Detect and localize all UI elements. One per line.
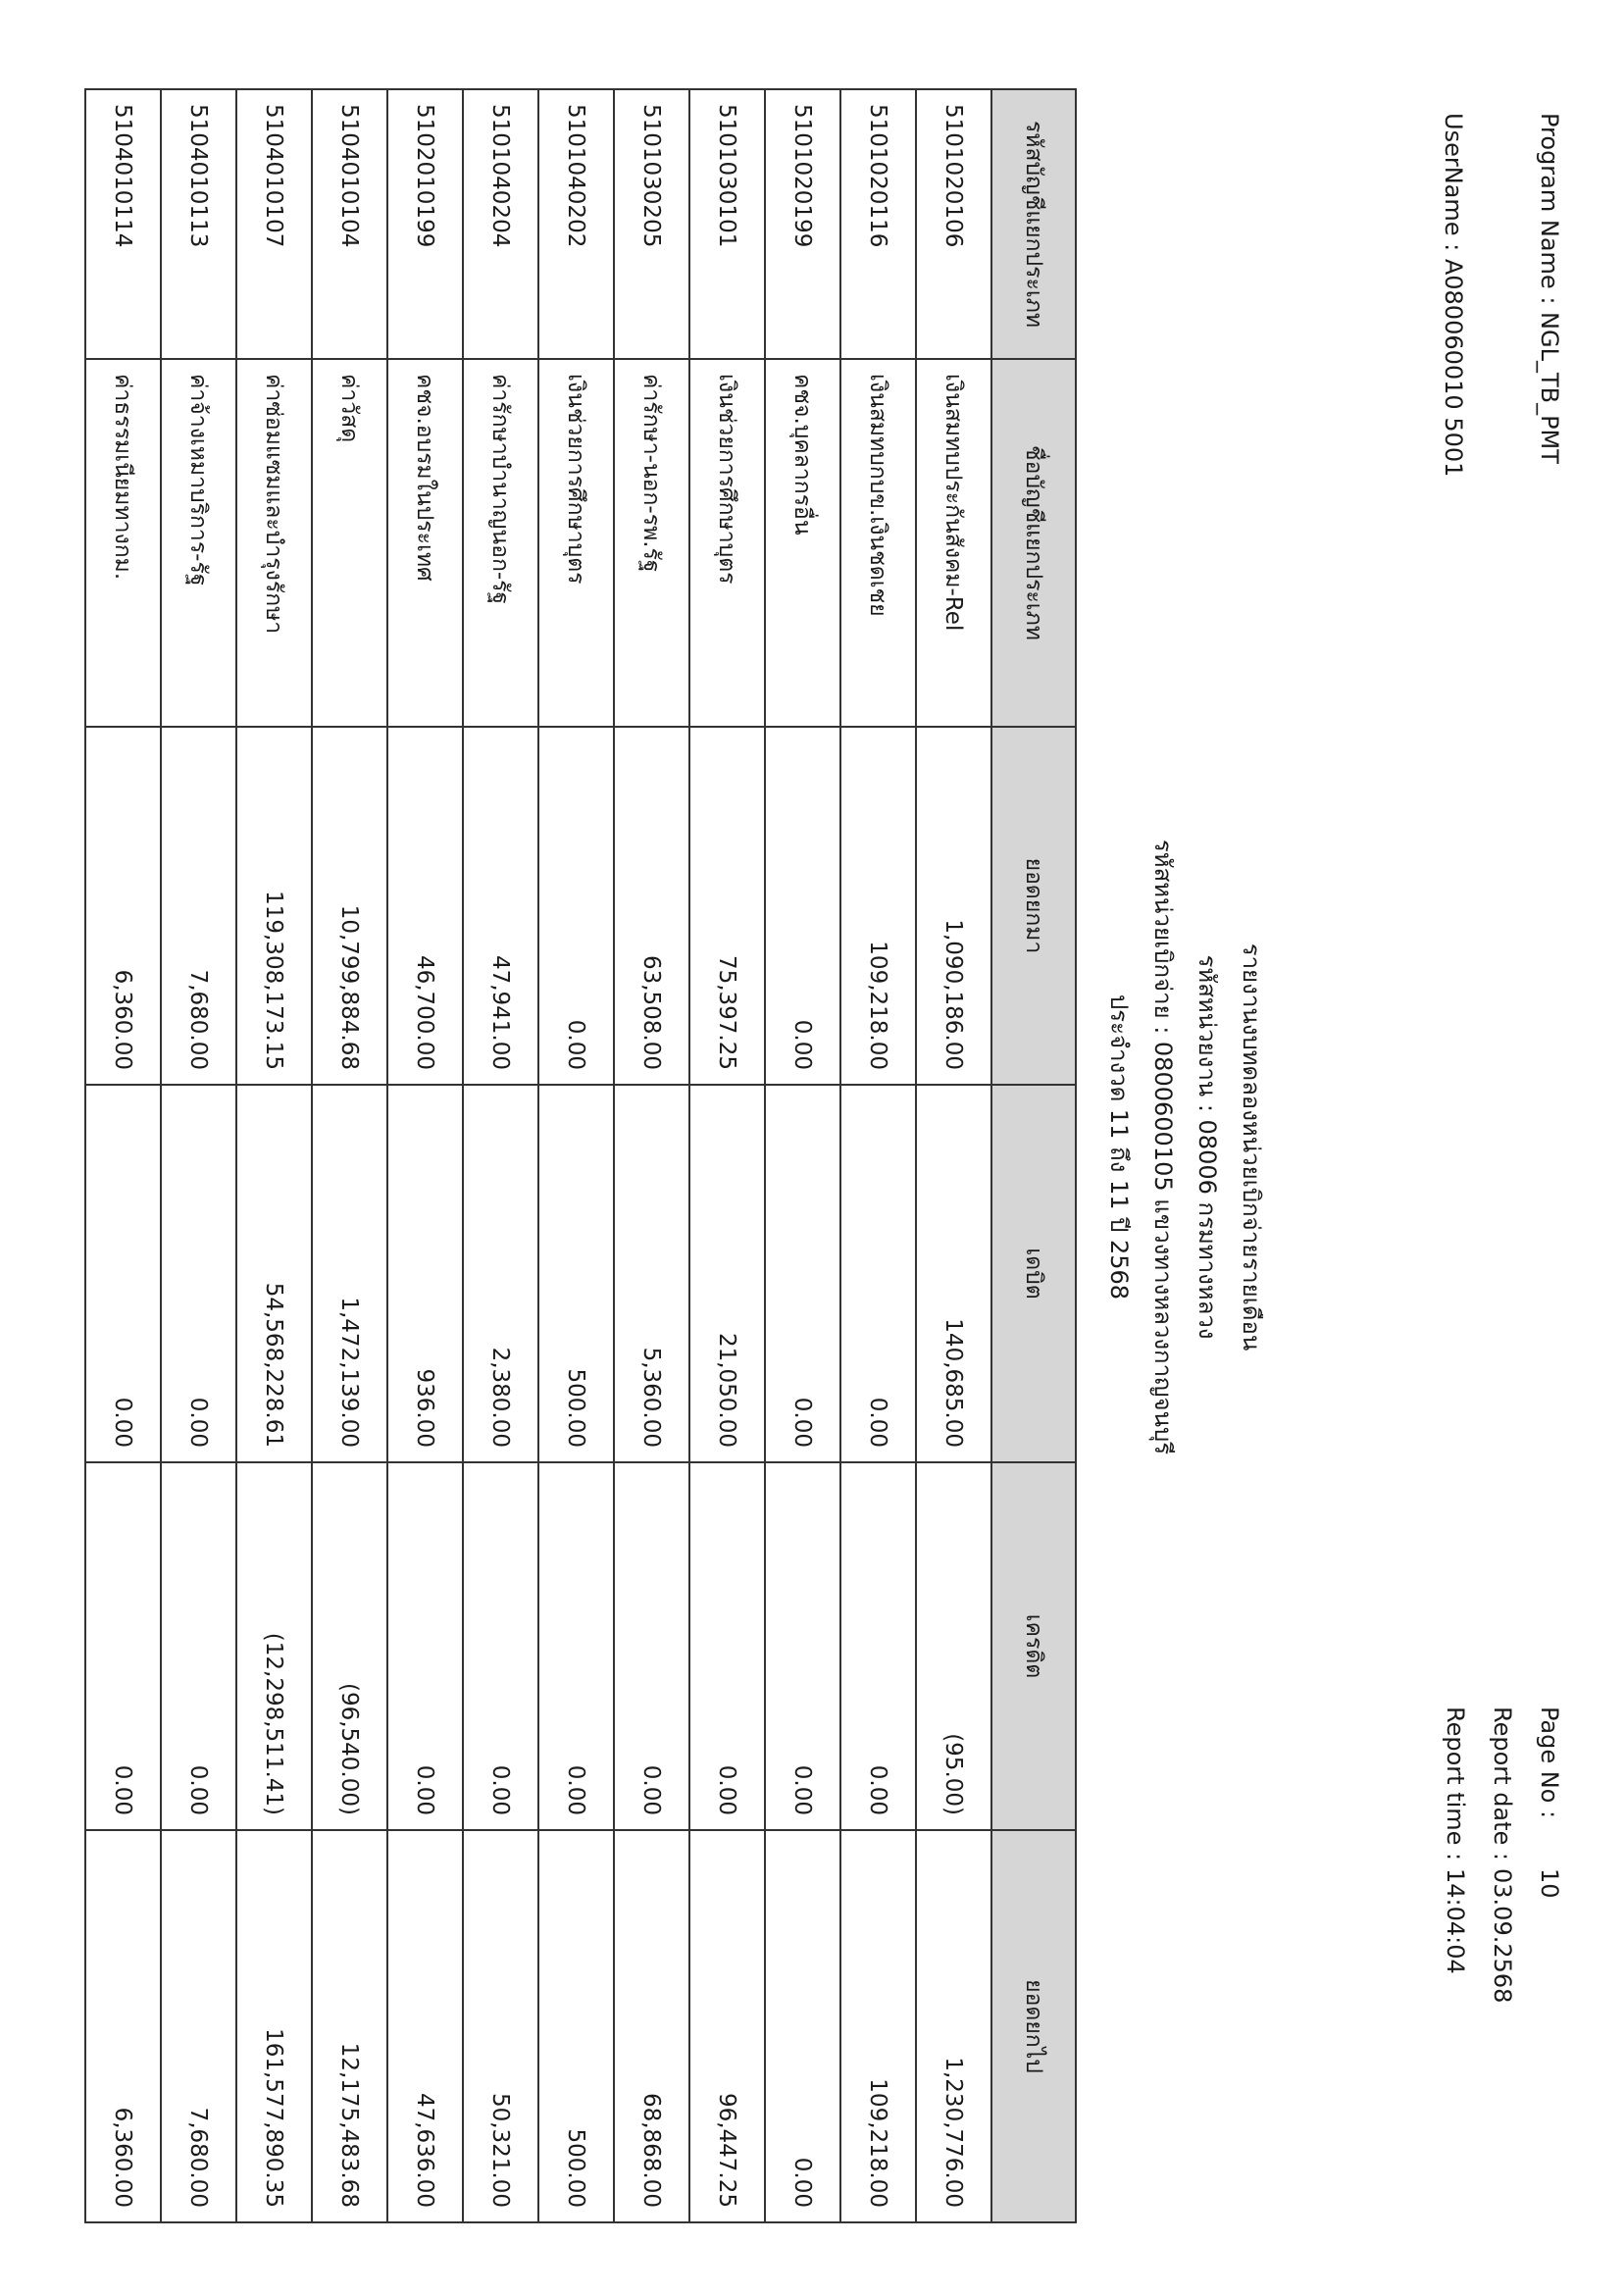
trial-balance-table bbox=[84, 88, 1077, 2223]
cell-account-code: 5104010113 bbox=[161, 89, 236, 359]
cell-account-code: 5101030101 bbox=[689, 89, 765, 359]
cell-closing-balance: 68,868.00 bbox=[614, 1830, 689, 2222]
cell-credit: (95.00) bbox=[916, 1462, 991, 1830]
cell-closing-balance: 161,577,890.35 bbox=[236, 1830, 312, 2222]
cell-credit: 0.00 bbox=[614, 1462, 689, 1830]
cell-account-code: 5101020199 bbox=[765, 89, 840, 359]
cell-account-name: คชจ.อบรมในประเทศ bbox=[387, 359, 463, 727]
cell-opening-balance: 63,508.00 bbox=[614, 727, 689, 1085]
cell-debit: 5,360.00 bbox=[614, 1085, 689, 1462]
cell-opening-balance: 75,397.25 bbox=[689, 727, 765, 1085]
cell-opening-balance: 6,360.00 bbox=[85, 727, 161, 1085]
cell-closing-balance: 7,680.00 bbox=[161, 1830, 236, 2222]
cell-debit: 140,685.00 bbox=[916, 1085, 991, 1462]
cell-closing-balance: 47,636.00 bbox=[387, 1830, 463, 2222]
cell-credit: (12,298,511.41) bbox=[236, 1462, 312, 1830]
report-time-label: Report time : bbox=[1442, 1707, 1469, 1861]
cell-debit: 500.00 bbox=[538, 1085, 614, 1462]
cell-credit: 0.00 bbox=[85, 1462, 161, 1830]
column-header-account-name: ชื่อบัญชีแยกประเภท bbox=[991, 359, 1076, 727]
cell-credit: 0.00 bbox=[161, 1462, 236, 1830]
cell-account-code: 5104010104 bbox=[312, 89, 387, 359]
page-no-label: Page No : bbox=[1536, 1707, 1563, 1819]
table-row bbox=[538, 89, 614, 2222]
report-title: รายงานงบทดลองหน่วยเบิกจ่ายรายเดือน bbox=[1238, 943, 1265, 1351]
cell-account-name: ค่ารักษาบำนาญนอก-รัฐ bbox=[463, 359, 538, 727]
cell-debit: 0.00 bbox=[840, 1085, 916, 1462]
cell-opening-balance: 46,700.00 bbox=[387, 727, 463, 1085]
cell-credit: 0.00 bbox=[689, 1462, 765, 1830]
cell-credit: 0.00 bbox=[538, 1462, 614, 1830]
cell-closing-balance: 12,175,483.68 bbox=[312, 1830, 387, 2222]
program-name: Program Name : NGL_TB_PMT bbox=[1536, 113, 1563, 464]
report-date-value: 03.09.2568 bbox=[1489, 1868, 1516, 2004]
cell-account-name: ค่าซ่อมแซมและบำรุงรักษา bbox=[236, 359, 312, 727]
cell-account-name: ค่าวัสดุ bbox=[312, 359, 387, 727]
cell-account-name: ค่าจ้างเหมาบริการ-รัฐ bbox=[161, 359, 236, 727]
column-header-credit: เครดิต bbox=[991, 1462, 1076, 1830]
cell-debit: 0.00 bbox=[161, 1085, 236, 1462]
column-header-account-code: รหัสบัญชีแยกประเภท bbox=[991, 89, 1076, 359]
table-row bbox=[161, 89, 236, 2222]
table-header-row bbox=[991, 89, 1076, 2222]
report-date-label: Report date : bbox=[1489, 1707, 1516, 1861]
table-row bbox=[916, 89, 991, 2222]
user-name: UserName : A080060010 5001 bbox=[1440, 113, 1467, 478]
cell-account-name: เงินสมทบกบข.เงินชดเชย bbox=[840, 359, 916, 727]
cell-debit: 2,380.00 bbox=[463, 1085, 538, 1462]
report-time-value: 14:04:04 bbox=[1442, 1868, 1469, 1974]
cell-account-code: 5101020106 bbox=[916, 89, 991, 359]
table-row bbox=[765, 89, 840, 2222]
table-row bbox=[236, 89, 312, 2222]
cell-account-code: 5102010199 bbox=[387, 89, 463, 359]
cell-closing-balance: 96,447.25 bbox=[689, 1830, 765, 2222]
cell-closing-balance: 50,321.00 bbox=[463, 1830, 538, 2222]
cell-debit: 1,472,139.00 bbox=[312, 1085, 387, 1462]
table-row bbox=[614, 89, 689, 2222]
cell-credit: 0.00 bbox=[463, 1462, 538, 1830]
cell-closing-balance: 109,218.00 bbox=[840, 1830, 916, 2222]
cell-credit: (96,540.00) bbox=[312, 1462, 387, 1830]
table-row bbox=[463, 89, 538, 2222]
table-row bbox=[387, 89, 463, 2222]
cell-opening-balance: 0.00 bbox=[765, 727, 840, 1085]
cell-account-name: ค่าธรรมเนียมทางกม. bbox=[85, 359, 161, 727]
cell-closing-balance: 6,360.00 bbox=[85, 1830, 161, 2222]
cell-account-code: 5101040202 bbox=[538, 89, 614, 359]
cell-credit: 0.00 bbox=[765, 1462, 840, 1830]
cell-account-code: 5104010107 bbox=[236, 89, 312, 359]
cell-opening-balance: 0.00 bbox=[538, 727, 614, 1085]
cell-closing-balance: 500.00 bbox=[538, 1830, 614, 2222]
cell-account-name: เงินช่วยการศึกษาบุตร bbox=[538, 359, 614, 727]
cell-debit: 21,050.00 bbox=[689, 1085, 765, 1462]
cell-account-name: ค่ารักษา-นอก-รพ.รัฐ bbox=[614, 359, 689, 727]
cell-closing-balance: 0.00 bbox=[765, 1830, 840, 2222]
cell-debit: 0.00 bbox=[765, 1085, 840, 1462]
cell-credit: 0.00 bbox=[387, 1462, 463, 1830]
column-header-opening-balance: ยอดยกมา bbox=[991, 727, 1076, 1085]
cell-credit: 0.00 bbox=[840, 1462, 916, 1830]
cell-debit: 54,568,228.61 bbox=[236, 1085, 312, 1462]
cell-account-code: 5104010114 bbox=[85, 89, 161, 359]
cell-opening-balance: 47,941.00 bbox=[463, 727, 538, 1085]
cell-closing-balance: 1,230,776.00 bbox=[916, 1830, 991, 2222]
cell-debit: 0.00 bbox=[85, 1085, 161, 1462]
table-row bbox=[840, 89, 916, 2222]
cell-account-name: คชจ.บุคลากรอื่น bbox=[765, 359, 840, 727]
cell-opening-balance: 119,308,173.15 bbox=[236, 727, 312, 1085]
cell-account-code: 5101020116 bbox=[840, 89, 916, 359]
page-no-value: 10 bbox=[1536, 1868, 1563, 1899]
table-row bbox=[689, 89, 765, 2222]
cell-opening-balance: 7,680.00 bbox=[161, 727, 236, 1085]
cell-debit: 936.00 bbox=[387, 1085, 463, 1462]
table-row bbox=[312, 89, 387, 2222]
agency-code: รหัสหน่วยงาน : 08006 กรมทางหลวง bbox=[1193, 954, 1221, 1340]
cell-account-name: เงินช่วยการศึกษาบุตร bbox=[689, 359, 765, 727]
report-period: ประจำงวด 11 ถึง 11 ปี 2568 bbox=[1105, 994, 1133, 1300]
cell-account-code: 5101030205 bbox=[614, 89, 689, 359]
cell-opening-balance: 10,799,884.68 bbox=[312, 727, 387, 1085]
cell-opening-balance: 1,090,186.00 bbox=[916, 727, 991, 1085]
disbursing-unit: รหัสหน่วยเบิกจ่าย : 0800600105 แขวงทางหลวงกาญจนบุรี bbox=[1149, 839, 1177, 1455]
cell-account-name: เงินสมทบประกันสังคม-Rel bbox=[916, 359, 991, 727]
table-row bbox=[85, 89, 161, 2222]
cell-account-code: 5101040204 bbox=[463, 89, 538, 359]
column-header-debit: เดบิต bbox=[991, 1085, 1076, 1462]
column-header-closing-balance: ยอดยกไป bbox=[991, 1830, 1076, 2222]
cell-opening-balance: 109,218.00 bbox=[840, 727, 916, 1085]
